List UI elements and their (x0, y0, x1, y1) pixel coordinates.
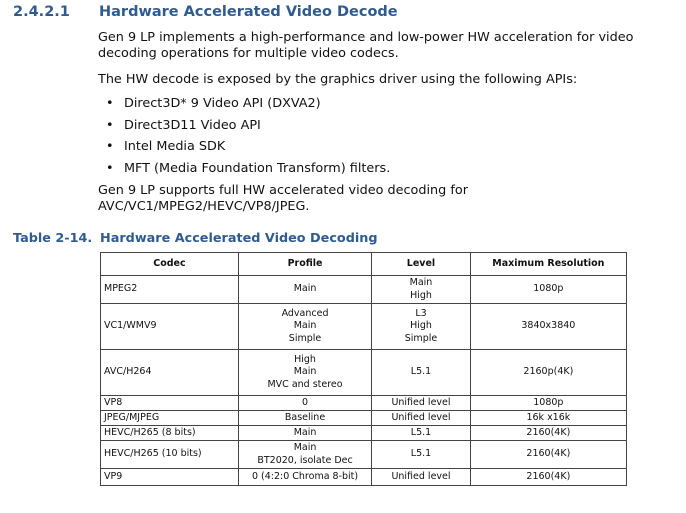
profile-line: High (294, 354, 316, 366)
header-level: Level (372, 253, 470, 276)
header-max-resolution: Maximum Resolution (470, 253, 626, 276)
profile-line: BT2020, isolate Dec (257, 454, 353, 466)
cell-profile (238, 276, 371, 304)
profile-line: Main (293, 426, 317, 438)
cell-level (372, 426, 470, 441)
level-line: L5.1 (410, 366, 432, 378)
video-decoding-table (100, 252, 627, 486)
cell-profile (238, 411, 371, 426)
profile-line: Advanced (281, 308, 329, 320)
list-item (100, 115, 390, 137)
cell-max-resolution: 16k x16k (470, 411, 626, 426)
cell-max-resolution: 2160(4K) (470, 426, 626, 441)
cell-level (372, 304, 470, 350)
cell-profile (238, 350, 371, 396)
api-item-label: Direct3D11 Video API (124, 117, 261, 133)
table-row (101, 441, 627, 469)
bullet-icon: • (106, 160, 114, 176)
cell-level (372, 276, 470, 304)
table-row (101, 426, 627, 441)
table-row (101, 469, 627, 486)
level-line: High (410, 320, 432, 332)
cell-profile (238, 396, 371, 411)
table-row (101, 396, 627, 411)
table-body (101, 276, 627, 486)
cell-level (372, 350, 470, 396)
cell-codec: VP9 (101, 469, 239, 486)
list-item (100, 158, 390, 180)
profile-line: MVC and stereo (267, 378, 343, 390)
level-line: Unified level (391, 396, 451, 408)
cell-level (372, 396, 470, 411)
level-line: High (410, 289, 432, 301)
bullet-icon: • (106, 139, 114, 154)
profile-line: Main (293, 320, 317, 332)
cell-profile (238, 469, 371, 486)
cell-codec: MPEG2 (101, 276, 239, 304)
api-item-label: MFT (Media Foundation Transform) filters. (124, 160, 391, 176)
level-line: L3 (415, 308, 427, 320)
api-item-label: Direct3D* 9 Video API (DXVA2) (124, 96, 321, 111)
cell-codec: HEVC/H265 (8 bits) (101, 426, 239, 441)
api-list (100, 93, 390, 179)
cell-max-resolution: 1080p (470, 276, 626, 304)
cell-codec: HEVC/H265 (10 bits) (101, 441, 239, 469)
level-line: L5.1 (410, 448, 432, 460)
profile-line: Main (293, 366, 317, 378)
level-line: Main (409, 277, 433, 289)
level-line: Unified level (391, 470, 451, 482)
cell-max-resolution: 2160(4K) (470, 469, 626, 486)
profile-line: Baseline (284, 411, 326, 423)
level-line: Simple (404, 332, 438, 344)
cell-max-resolution: 3840x3840 (470, 304, 626, 350)
apis-intro-paragraph: The HW decode is exposed by the graphics driver using the following APIs: (98, 72, 578, 87)
level-line: Unified level (391, 411, 451, 423)
table-title: Hardware Accelerated Video Decoding (100, 231, 378, 246)
profile-line: Main (293, 442, 317, 454)
profile-line: 0 (4:2:0 Chroma 8-bit) (251, 470, 359, 482)
bullet-icon: • (106, 117, 114, 133)
section-title: Hardware Accelerated Video Decode (99, 4, 398, 20)
table-number: Table 2-14. (13, 231, 93, 246)
api-item-label: Intel Media SDK (124, 139, 226, 154)
table-row (101, 350, 627, 396)
cell-level (372, 411, 470, 426)
cell-level (372, 441, 470, 469)
level-line: L5.1 (410, 426, 432, 438)
cell-profile (238, 304, 371, 350)
table-row (101, 304, 627, 350)
section-number: 2.4.2.1 (13, 4, 70, 20)
profile-line: 0 (302, 396, 309, 408)
cell-profile (238, 441, 371, 469)
list-item (100, 93, 390, 115)
cell-codec: VC1/WMV9 (101, 304, 239, 350)
table-header-row (101, 253, 627, 276)
profile-line: Main (293, 283, 317, 295)
cell-codec: VP8 (101, 396, 239, 411)
cell-max-resolution: 1080p (470, 396, 626, 411)
cell-codec: JPEG/MJPEG (101, 411, 239, 426)
cell-codec: AVC/H264 (101, 350, 239, 396)
profile-line: Simple (288, 332, 322, 344)
cell-max-resolution: 2160p(4K) (470, 350, 626, 396)
cell-max-resolution: 2160(4K) (470, 441, 626, 469)
table-row (101, 411, 627, 426)
list-item (100, 136, 390, 158)
header-codec: Codec (101, 253, 239, 276)
cell-profile (238, 426, 371, 441)
bullet-icon: • (106, 96, 114, 111)
table-row (101, 276, 627, 304)
header-profile: Profile (238, 253, 371, 276)
support-paragraph: Gen 9 LP supports full HW accelerated video decoding for AVC/VC1/MPEG2/HEVC/VP8/JPEG. (98, 183, 468, 214)
intro-paragraph: Gen 9 LP implements a high-performance and low-power HW acceleration for video decoding operations for multiple video codecs. (98, 30, 634, 61)
cell-level (372, 469, 470, 486)
